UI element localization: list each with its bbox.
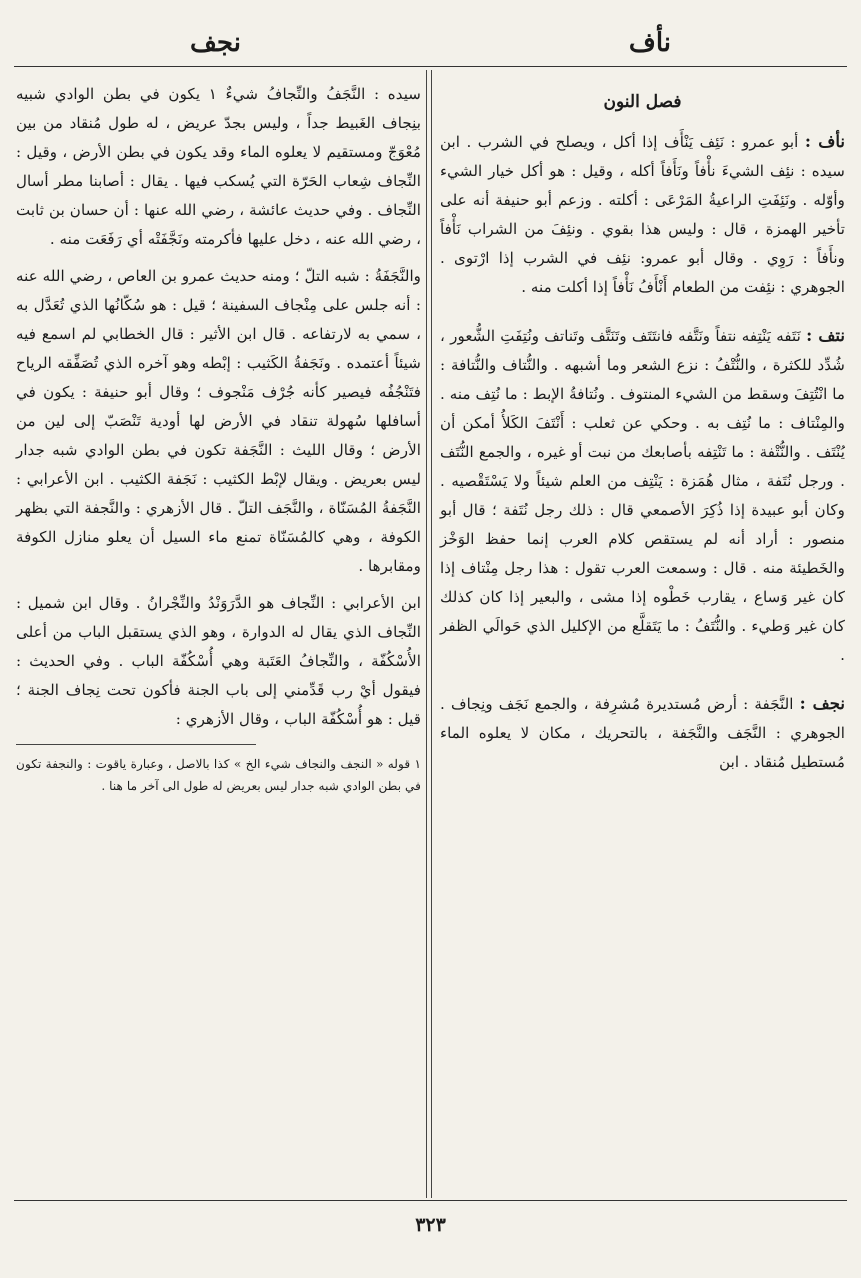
page-number: ٣٢٣ xyxy=(415,1214,446,1236)
entry-najf xyxy=(440,689,845,777)
entry-text: أبو عمرو : نَئِف يَنْأَف إذا أكل ، ويصلح في الشرب . ابن سيده : نئِف الشيءَ نأْفاً ونَأَفاً أكله ، وقيل : هو أكل خيار الشيء وأوّله . ونَئِفَتِ الراعيةُ المَرْعَى : أكلته . وزعم أبو حنيفة أنه على تأخير الهمزة ، قال : وليس هذا بقوي . ونئِفَ من الشراب نَأْفاً ونأَفاً : رَوِي . وقال أبو عمرو: نئِف في الشرب إذا ارْتوى . الجوهري : نئِفت من الطعام أَنْأَفُ نَأْفاً إذا أكلت منه . xyxy=(440,133,845,296)
paragraph: ابن الأعرابي : النِّجاف هو الدَّرَوَنْدُ والنِّجْرانُ . وقال ابن شميل : النِّجاف الذي يقال له الدوارة ، وهو الذي يستقبل الباب من أعلى الأُسْكُفّة ، والنِّجافُ العَتَبة وهي أُسْكُفّة الباب . وفي الحديث : فيقول أيْ رب قَدِّمني إلى باب الجنة فأكون تحت نِجاف الجنة ؛ قيل : هو أُسْكُفّة الباب ، وقال الأزهري : xyxy=(16,594,421,728)
entry-headword: نجف : xyxy=(799,694,846,713)
right-column xyxy=(440,80,845,1194)
entry-separator xyxy=(440,678,845,679)
entry-headword: نتف : xyxy=(806,326,845,345)
entry-headword: نأف : xyxy=(804,132,846,151)
entry-text: نَتَفه يَنْتِفه نتفاً ونَتَّفه فانتَتَف وتَنَتَّف وتَناتف ونُتِفَتِ الشُّعور ، شُدِّد للكثرة ، والنُّتْفُ : نزع الشعر وما أشبهه . والنُّتاف والنُّتافة : ما انْتُتِفَ وسقط من الشيء المنتوف . ونُتافةُ الإبط : ما نُتِف منه . والمِنْتاف : ما نُتِف به . وحكي عن ثعلب : أَنْتَفَ الكَلأُ أمكن أن يُنْتَف . والنُّتْفة : ما تَنْتِفه بأصابعك من نبت أو غيره ، والجمع النُّتَف . ورجل نُتَفة ، مثال هُمَزة : يَنْتِف من العلم شيئاً ولا يَسْتَقْصيه . وكان أبو عبيدة إذا ذُكِرَ الأصمعي قال : ذلك رجل نُتَفة ؛ قال أبو منصور : أراد أنه لم يستقص كلام العرب إنما حفظ الوَخْز والخَطيئة منه . قال : وسمعت العرب تقول : هذا رجل مِنْتاف إذا كان غير وَساع ، يقارب خَطْوه إذا مشى ، والبعير إذا كان كذلك كان غير وَطيء . والنُّتَفُ : ما يَتَقلَّع من الإكليل الذي حَوالَي الظفر . xyxy=(440,327,845,664)
top-rule xyxy=(14,66,847,67)
footnote: ١ قوله « النجف والنجاف شيء الخ » كذا بالاصل ، وعبارة ياقوت : والنجفة تكون في بطن الوادي شبه جدار ليس بعريض له طول الى آخر ما هنا . xyxy=(16,757,421,793)
entry-text: النَّجَفة : أرض مُستديرة مُشرِفة ، والجمع نَجَف ونِجاف . الجوهري : النَّجَف والنَّجَفة ، بالتحريك ، مكان لا يعلوه الماء مُستطيل مُنقاد . ابن xyxy=(440,695,845,771)
running-head-right: نأف xyxy=(628,28,671,58)
running-head-left: نجف xyxy=(190,28,241,58)
entry-natf xyxy=(440,321,845,670)
footnote-rule xyxy=(16,744,256,745)
left-column xyxy=(16,80,421,1194)
section-title: فصل النون xyxy=(603,92,682,112)
bottom-rule xyxy=(14,1200,847,1201)
paragraph: والنَّجَفَةُ : شبه التلّ ؛ ومنه حديث عمرو بن العاص ، رضي الله عنه : أنه جلس على مِنْجاف السفينة ؛ قيل : هو سُكّانُها الذي تُعَدَّل به ، سمي به لارتفاعه . قال ابن الأثير : قال الخطابي لم اسمع فيه شيئاً أعتمده . ونَجَفةُ الكَثيب : إبْطه وهو آخره الذي تُصَفِّقه الرياح فتَنْجُفُه فيصير كأنه جُرْف مَنْجوف ؛ وقال أبو حنيفة : يكون في أسافلها سُهولة تنقاد في الأرض لها أودية تَنْصَبّ إلى لين من الأرض ؛ وقال الليث : النَّجَفة تكون في بطن الوادي شبه جدار ليس بعريض . ويقال لإبْط الكثيب : نَجَفة الكثيب . ابن الأعرابي : النَّجَفةُ المُسَنّاة ، والنَّجَف التلّ . قال الأزهري : والنَّجفة التي بظهر الكوفة ، وهي كالمُسَنّاة تمنع ماء السيل أن يعلو منازل الكوفة ومقابرها . xyxy=(16,267,421,575)
entry-separator xyxy=(440,310,845,311)
column-divider-inner xyxy=(426,70,427,1198)
paragraph: سيده : النَّجَفُ والنِّجافُ شيءٌ ١ يكون في بطن الوادي شبيه بنِجاف الغَبيط جداً ، وليس بجدّ عريض ، له طول مُنقاد من بين مُعْوَجّ ومستقيم لا يعلوه الماء وقد يكون في بطن الأرض ، وقيل : النِّجاف شِعاب الحَرّة التي يُسكب فيها . يقال : أصابنا مطر أسال النِّجاف . وفي حديث عائشة ، رضي الله عنها : أن حسان بن ثابت ، رضي الله عنه ، دخل عليها فأكرمته ونَجَّفَتْه أي رَفَعَت منه . xyxy=(16,85,421,248)
column-divider xyxy=(431,70,432,1198)
entry-naf xyxy=(440,127,845,302)
